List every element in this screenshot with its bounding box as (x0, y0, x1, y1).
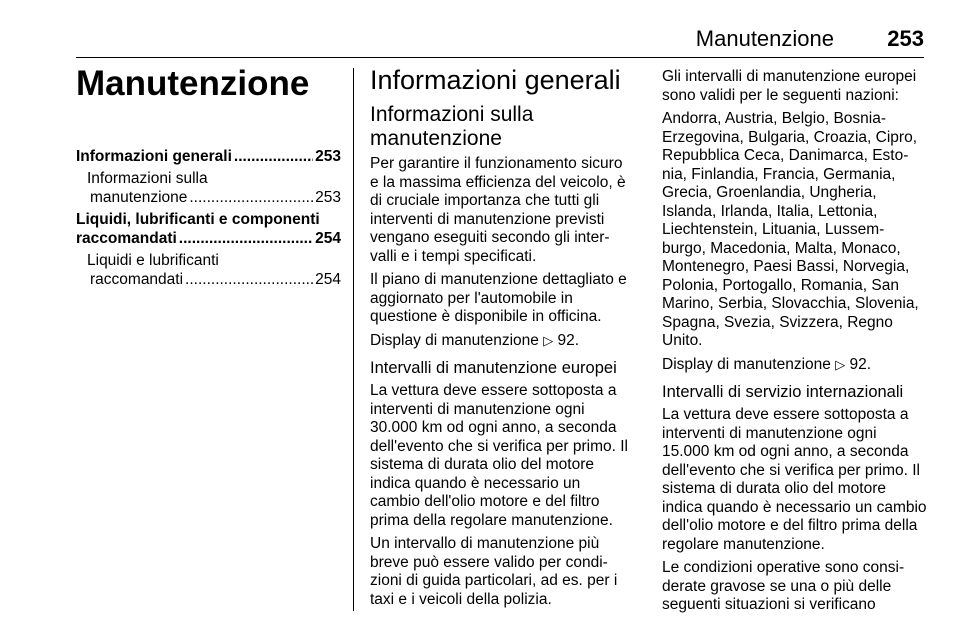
paragraph: La vettura deve essere sottoposta a interventi di manutenzione ogni 15.000 km od ogni anno, a seconda dell'evento che si verifica per primo. Il sistema di durata olio del motore indica quando è necessario un cambio dell'olio motore e del filtro prima della regolare manutenzione. (662, 406, 927, 553)
paragraph: Gli intervalli di manutenzione europei sono validi per le seguenti nazioni: (662, 68, 917, 104)
cross-reference[interactable] (370, 332, 634, 351)
subsection-heading (370, 103, 634, 151)
toc-entry-label-cont: manutenzione (90, 189, 188, 206)
text-column-middle (370, 64, 634, 614)
table-of-contents (76, 147, 341, 289)
toc-entry-page: 254 (315, 230, 341, 247)
header-rule (76, 57, 924, 58)
cross-reference-text: Display di manutenzione (370, 331, 539, 349)
subsection-heading-line1: Informazioni sulla (370, 103, 534, 126)
toc-entry-page: 253 (315, 148, 341, 165)
page-reference-icon: ▷ (543, 332, 554, 348)
page-reference-icon: ▷ (835, 356, 846, 372)
page-header (76, 26, 924, 54)
toc-entry[interactable] (76, 169, 341, 207)
cross-reference-page: 92. (557, 331, 580, 349)
toc-entry[interactable] (76, 147, 341, 166)
toc-leader (185, 270, 313, 289)
toc-leader (179, 229, 313, 248)
toc-entry[interactable] (76, 210, 341, 248)
section-heading: Informazioni generali (370, 65, 621, 95)
chapter-title: Manutenzione (76, 64, 310, 103)
paragraph: Un intervallo di manutenzione più breve può essere valido per condi-zioni di guida particolari, ad es. per i taxi e i veicoli della polizia. (370, 535, 618, 608)
toc-entry-label-cont: raccomandati (90, 271, 184, 288)
paragraph: Le condizioni operative sono consi-derate gravose se una o più delle seguenti situazioni si verificano (662, 559, 905, 613)
paragraph: La vettura deve essere sottoposta a interventi di manutenzione ogni 30.000 km od ogni anno, a seconda dell'evento che si verifica per primo. Il sistema di durata olio del motore indica quando è necessario un cambio dell'olio motore e del filtro prima della regolare manutenzione. (370, 382, 628, 529)
chapter-column (76, 64, 341, 292)
column-divider (353, 68, 354, 611)
page-number: 253 (887, 26, 924, 51)
toc-entry-label: Informazioni sulla (87, 170, 208, 187)
toc-entry-page: 253 (315, 189, 341, 206)
toc-entry-page: 254 (315, 271, 341, 288)
paragraph: Andorra, Austria, Belgio, Bosnia-Erzegovina, Bulgaria, Croazia, Cipro, Repubblica Ceca, Danimarca, Esto-nia, Finlandia, Francia, Germania, Grecia, Groenlandia, Ungheria, Islanda, Irlanda, Italia, Lettonia, Liechtenstein, Lituania, Lussem-burgo, Macedonia, Malta, Monaco, Montenegro, Paesi Bassi, Norvegia, Polonia, Portogallo, Romania, San Marino, Serbia, Slovacchia, Slovenia, Spagna, Svezia, Svizzera, Regno Unito. (662, 110, 919, 349)
toc-entry-label: Liquidi, lubrificanti e componenti (76, 211, 320, 228)
toc-leader (234, 147, 313, 166)
text-column-right (662, 64, 928, 620)
minor-heading: Intervalli di manutenzione europei (370, 359, 617, 377)
toc-leader (189, 188, 313, 207)
minor-heading: Intervalli di servizio internazionali (662, 383, 904, 401)
cross-reference-text: Display di manutenzione (662, 355, 831, 373)
toc-entry-label-cont: raccomandati (76, 230, 177, 247)
cross-reference[interactable] (662, 356, 928, 375)
paragraph: Il piano di manutenzione dettagliato e aggiornato per l'automobile in questione è disponibile in officina. (370, 271, 627, 325)
toc-entry[interactable] (76, 251, 341, 289)
subsection-heading-line2: manutenzione (370, 127, 502, 150)
toc-entry-label: Liquidi e lubrificanti (87, 252, 219, 269)
cross-reference-page: 92. (849, 355, 872, 373)
paragraph: Per garantire il funzionamento sicuro e la massima efficienza del veicolo, è di cruciale importanza che tutti gli interventi di manutenzione previsti vengano eseguiti secondo gli inter-valli e i tempi specificati. (370, 155, 626, 265)
running-title: Manutenzione (695, 26, 834, 51)
toc-entry-label: Informazioni generali (76, 148, 232, 165)
